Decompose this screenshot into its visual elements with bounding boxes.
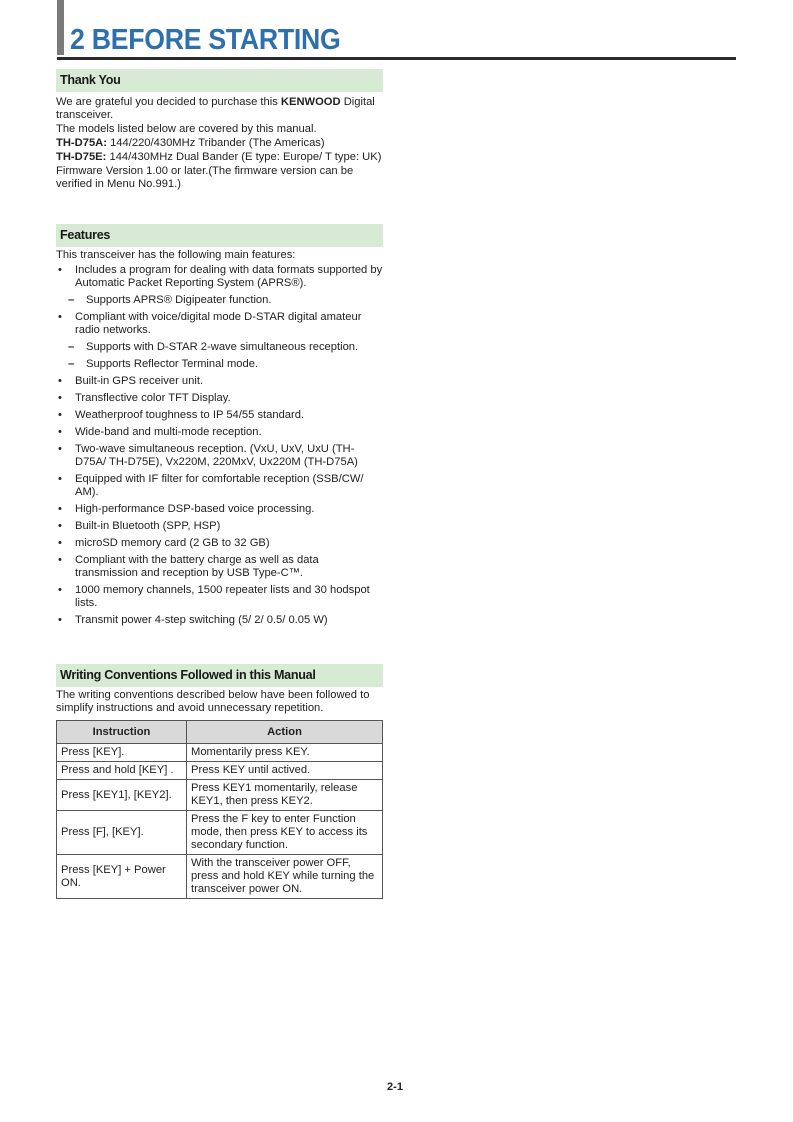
page-number: 2-1 — [387, 1081, 403, 1093]
conventions-intro: The writing conventions described below have been followed to simplify instructions and avoid unnecessary repetition. — [56, 689, 370, 714]
table-row — [57, 855, 383, 899]
action-cell: Press the F key to enter Function mode, then press KEY to access its secondary function. — [187, 811, 383, 855]
action-cell: Press KEY until actived. — [187, 762, 383, 780]
action-cell: With the transceiver power OFF, press and hold KEY while turning the transceiver power ON. — [187, 855, 383, 899]
firmware-note: Firmware Version 1.00 or later.(The firmware version can be verified in Menu No.991.) — [56, 165, 354, 190]
section-heading-features: Features — [56, 224, 383, 247]
table-row — [57, 780, 383, 811]
features-section — [56, 224, 383, 627]
list-item: – Supports Reflector Terminal mode. — [56, 358, 383, 371]
column-header-action: Action — [187, 721, 383, 744]
list-item: • Compliant with voice/digital mode D-STAR digital amateur radio networks. — [56, 311, 383, 337]
chapter-divider — [57, 57, 736, 60]
thank-you-section — [56, 69, 383, 191]
list-item: • 1000 memory channels, 1500 repeater lists and 30 hodspot lists. — [56, 584, 383, 610]
list-item: • Compliant with the battery charge as well as data transmission and reception by USB Type-C™. — [56, 554, 383, 580]
instruction-cell: Press [KEY1], [KEY2]. — [57, 780, 187, 811]
thank-you-intro: We are grateful you decided to purchase this KENWOOD Digital transceiver. — [56, 96, 375, 121]
features-intro: This transceiver has the following main features: — [56, 249, 296, 261]
list-item: • High-performance DSP-based voice processing. — [56, 503, 383, 516]
table-row — [57, 744, 383, 762]
list-item: • Equipped with IF filter for comfortable reception (SSB/CW/ AM). — [56, 473, 383, 499]
list-item: • Transflective color TFT Display. — [56, 392, 383, 405]
chapter-marker-bar — [57, 0, 64, 55]
list-item: • Includes a program for dealing with data formats supported by Automatic Packet Reporting System (APRS®). — [56, 264, 383, 290]
list-item: • Wide-band and multi-mode reception. — [56, 426, 383, 439]
table-row — [57, 811, 383, 855]
action-cell: Press KEY1 momentarily, release KEY1, then press KEY2. — [187, 780, 383, 811]
section-heading-conventions: Writing Conventions Followed in this Manual — [56, 664, 383, 687]
models-line: The models listed below are covered by this manual. — [56, 123, 317, 135]
features-list — [56, 264, 383, 627]
chapter-title: 2 BEFORE STARTING — [70, 24, 341, 56]
instruction-cell: Press [KEY]. — [57, 744, 187, 762]
list-item: – Supports with D-STAR 2-wave simultaneous reception. — [56, 341, 383, 354]
instruction-cell: Press [F], [KEY]. — [57, 811, 187, 855]
column-header-instruction: Instruction — [57, 721, 187, 744]
table-row — [57, 762, 383, 780]
list-item: – Supports APRS® Digipeater function. — [56, 294, 383, 307]
list-item: • microSD memory card (2 GB to 32 GB) — [56, 537, 383, 550]
instruction-cell: Press [KEY] + Power ON. — [57, 855, 187, 899]
list-item: • Built-in GPS receiver unit. — [56, 375, 383, 388]
content-column — [56, 69, 383, 899]
instruction-cell: Press and hold [KEY] . — [57, 762, 187, 780]
list-item: • Transmit power 4-step switching (5/ 2/ 0.5/ 0.05 W) — [56, 614, 383, 627]
model-th-d75e: TH-D75E: 144/430MHz Dual Bander (E type: Europe/ T type: UK) — [56, 151, 382, 163]
brand-name: KENWOOD — [280, 96, 341, 108]
list-item: • Weatherproof toughness to IP 54/55 standard. — [56, 409, 383, 422]
list-item: • Built-in Bluetooth (SPP, HSP) — [56, 520, 383, 533]
model-th-d75a: TH-D75A: 144/220/430MHz Tribander (The Americas) — [56, 137, 325, 149]
conventions-table — [56, 720, 383, 899]
conventions-section — [56, 664, 383, 899]
list-item: • Two-wave simultaneous reception. (VxU, UxV, UxU (TH-D75A/ TH-D75E), Vx220M, 220MxV, Ux220M (TH-D75A) — [56, 443, 383, 469]
table-header-row — [57, 721, 383, 744]
section-heading-thank-you: Thank You — [56, 69, 383, 92]
action-cell: Momentarily press KEY. — [187, 744, 383, 762]
